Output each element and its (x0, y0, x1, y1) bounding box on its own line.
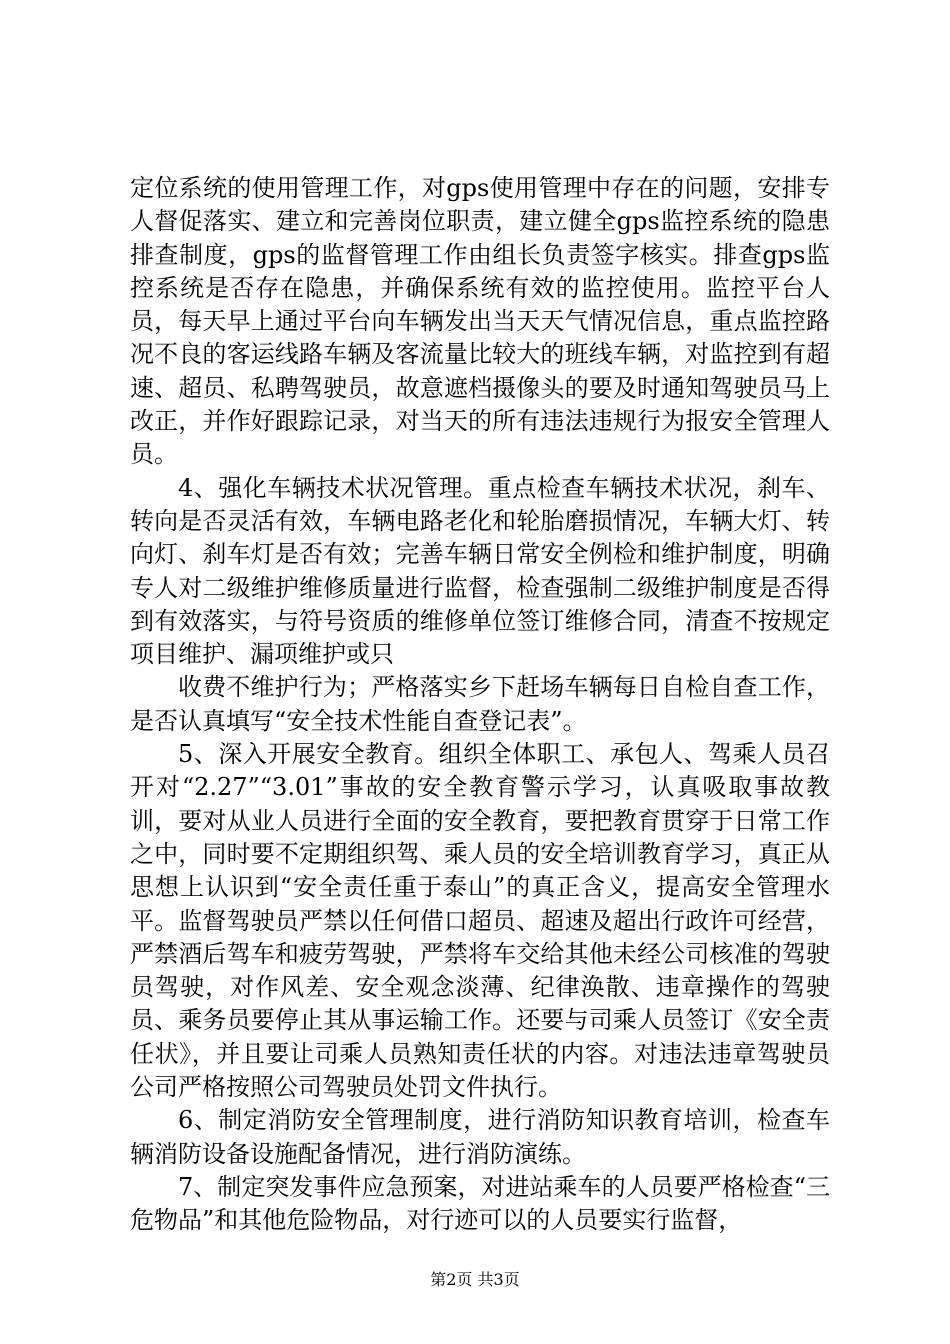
paragraph-2: 4、强化车辆技术状况管理。重点检查车辆技术状况，刹车、转向是否灵活有效，车辆电路老化和轮胎磨损情况，车辆大灯、转向灯、刹车灯是否有效；完善车辆日常安全例检和维护制度，明确专人对二级维护维修质量进行监督，检查强制二级维护制度是否得到有效落实，与符号资质的维修单位签订维修合同，清查不按规定项目维护、漏项维护或只 (130, 473, 830, 669)
paragraph-4: 5、深入开展安全教育。组织全体职工、承包人、驾乘人员召开对“2.27”“3.01”事故的安全教育警示学习，认真吸取事故教训，要对从业人员进行全面的安全教育，要把教育贯穿于日常工作之中，同时要不定期组织驾、乘人员的安全培训教育学习，真正从思想上认识到“安全责任重于泰山”的真正含义，提高安全管理水平。监督驾驶员严禁以任何借口超员、超速及超出行政许可经营，严禁酒后驾车和疲劳驾驶，严禁将车交给其他未经公司核准的驾驶员驾驶，对作风差、安全观念淡薄、纪律涣散、违章操作的驾驶员、乘务员要停止其从事运输工作。还要与司乘人员签订《安全责任状》，并且要让司乘人员熟知责任状的内容。对违法违章驾驶员公司严格按照公司驾驶员处罚文件执行。 (130, 740, 830, 1102)
document-body (130, 172, 830, 1238)
paragraph-3: 收费不维护行为；严格落实乡下赶场车辆每日自检自查工作，是否认真填写“安全技术性能自查登记表”。 (130, 673, 830, 735)
paragraph-5: 6、制定消防安全管理制度，进行消防知识教育培训，检查车辆消防设备设施配备情况，进行消防演练。 (130, 1106, 830, 1168)
page-number-footer: 第2页 共3页 (430, 1270, 520, 1289)
paragraph-1: 定位系统的使用管理工作，对gps使用管理中存在的问题，安排专人督促落实、建立和完善岗位职责，建立健全gps监控系统的隐患排查制度，gps的监督管理工作由组长负责签字核实。排查gps监控系统是否存在隐患，并确保系统有效的监控使用。监控平台人员，每天早上通过平台向车辆发出当天天气情况信息，重点监控路况不良的客运线路车辆及客流量比较大的班线车辆，对监控到有超速、超员、私聘驾驶员，故意遮档摄像头的要及时通知驾驶员马上改正，并作好跟踪记录，对当天的所有违法违规行为报安全管理人员。 (130, 174, 830, 469)
paragraph-6: 7、制定突发事件应急预案，对进站乘车的人员要严格检查“三危物品”和其他危险物品，对行迹可以的人员要实行监督， (130, 1172, 830, 1235)
